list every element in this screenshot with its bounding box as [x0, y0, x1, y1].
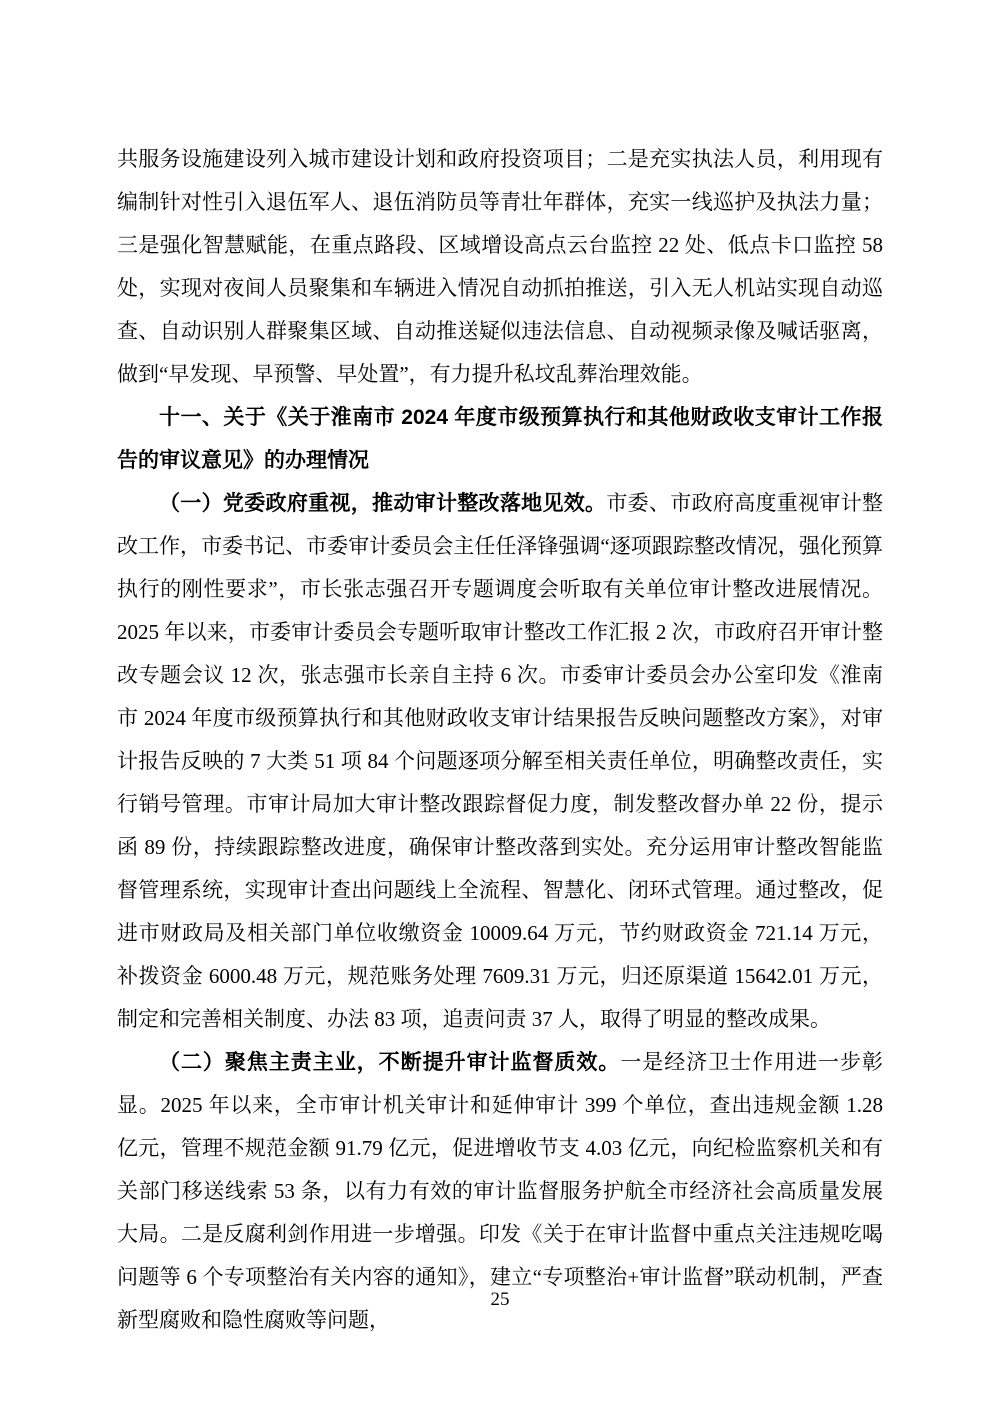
section-heading: 十一、关于《关于淮南市 2024 年度市级预算执行和其他财政收支审计工作报告的审议意见》的办理情况	[117, 406, 883, 472]
page-number: 25	[490, 1289, 510, 1310]
subsection-2-lead: （二）聚焦主责主业，不断提升审计监督质效。	[159, 1050, 621, 1074]
subsection-2-body: 一是经济卫士作用进一步彰显。2025 年以来，全市审计机关审计和延伸审计 399 个单位，查出违规金额 1.28 亿元，管理不规范金额 91.79 亿元，促进增收节支 4.03 亿元，向纪检监察机关和有关部门移送线索 53 条，以有力有效的审计监督服务护航全市经济社会高质量发展大局。二是反腐利剑作用进一步增强。印发《关于在审计监督中重点关注违规吃喝问题等 6 个专项整治有关内容的通知》，建立“专项整治+审计监督”联动机制，严查新型腐败和隐性腐败等问题，	[117, 1050, 883, 1332]
subsection-1-lead: （一）党委政府重视，推动审计整改落地见效。	[159, 491, 607, 515]
subsection-1-paragraph	[117, 482, 883, 1041]
page-body	[117, 138, 883, 1342]
subsection-1-body: 市委、市政府高度重视审计整改工作，市委书记、市委审计委员会主任任泽锋强调“逐项跟踪整改情况，强化预算执行的刚性要求”，市长张志强召开专题调度会听取有关单位审计整改进展情况。2025 年以来，市委审计委员会专题听取审计整改工作汇报 2 次，市政府召开审计整改专题会议 12 次，张志强市长亲自主持 6 次。市委审计委员会办公室印发《淮南市 2024 年度市级预算执行和其他财政收支审计结果报告反映问题整改方案》，对审计报告反映的 7 大类 51 项 84 个问题逐项分解至相关责任单位，明确整改责任，实行销号管理。市审计局加大审计整改跟踪督促力度，制发整改督办单 22 份，提示函 89 份，持续跟踪整改进度，确保审计整改落到实处。充分运用审计整改智能监督管理系统，实现审计查出问题线上全流程、智慧化、闭环式管理。通过整改，促进市财政局及相关部门单位收缴资金 10009.64 万元，节约财政资金 721.14 万元，补拨资金 6000.48 万元，规范账务处理 7609.31 万元，归还原渠道 15642.01 万元，制定和完善相关制度、办法 83 项，追责问责 37 人，取得了明显的整改成果。	[117, 491, 884, 1031]
continued-paragraph: 共服务设施建设列入城市建设计划和政府投资项目；二是充实执法人员，利用现有编制针对性引入退伍军人、退伍消防员等青壮年群体，充实一线巡护及执法力量；三是强化智慧赋能，在重点路段、区域增设高点云台监控 22 处、低点卡口监控 58 处，实现对夜间人员聚集和车辆进入情况自动抓拍推送，引入无人机站实现自动巡查、自动识别人群聚集区域、自动推送疑似违法信息、自动视频录像及喊话驱离，做到“早发现、早预警、早处置”，有力提升私坟乱葬治理效能。	[117, 147, 883, 386]
